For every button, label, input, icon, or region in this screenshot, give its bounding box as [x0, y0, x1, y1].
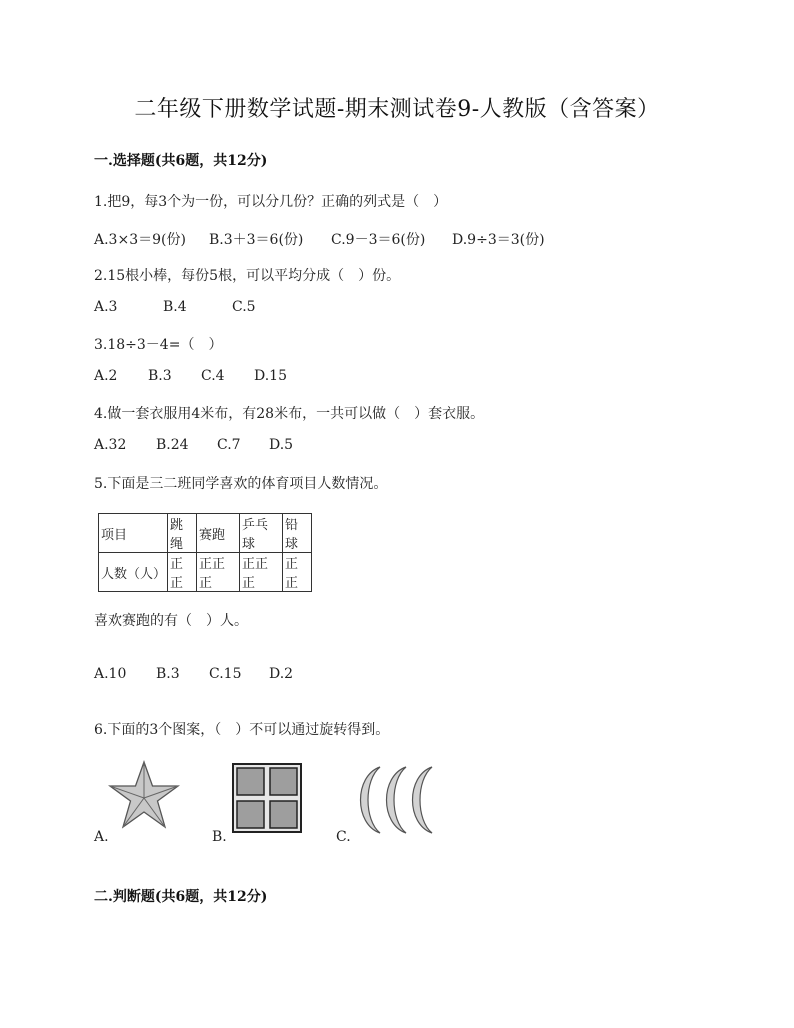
table-header-cell: 乒乓球	[240, 514, 283, 553]
question-5-option-b: B.3	[156, 666, 180, 682]
question-5-option-d: D.2	[269, 666, 294, 682]
question-1-option-d: D.9÷3＝3(份)	[452, 232, 545, 248]
question-2-option-b: B.4	[163, 299, 187, 315]
question-4-option-b: B.24	[156, 437, 189, 453]
table-cell: 正正正	[240, 553, 283, 592]
table-cell: 正正	[283, 553, 312, 592]
question-6-option-c: C.	[336, 829, 351, 845]
question-4: 4.做一套衣服用4米布，有28米布，一共可以做（ ）套衣服。	[94, 406, 485, 422]
section-heading-choice: 一.选择题(共6题，共12分)	[94, 153, 268, 169]
question-5: 5.下面是三二班同学喜欢的体育项目人数情况。	[94, 476, 388, 492]
crescents-figure	[352, 764, 434, 836]
question-3-option-d: D.15	[254, 368, 287, 384]
table-header-cell: 铅球	[283, 514, 312, 553]
star-figure	[108, 760, 180, 832]
sports-tally-table	[98, 513, 312, 592]
section-heading-judgement: 二.判断题(共6题，共12分)	[94, 889, 268, 905]
table-cell: 正正	[168, 553, 197, 592]
question-4-option-c: C.7	[217, 437, 241, 453]
table-header-cell: 项目	[99, 514, 168, 553]
table-header-row	[99, 514, 312, 553]
table-cell: 正正正	[197, 553, 240, 592]
question-6-option-b: B.	[212, 829, 227, 845]
table-row-label: 人数（人）	[99, 553, 168, 592]
question-5-option-a: A.10	[94, 666, 127, 682]
question-4-option-a: A.32	[94, 437, 127, 453]
page-title: 二年级下册数学试题-期末测试卷9-人教版（含答案）	[134, 97, 660, 122]
four-squares-figure	[232, 763, 302, 833]
question-5-followup: 喜欢赛跑的有（ ）人。	[94, 613, 248, 629]
question-6-option-a: A.	[94, 829, 109, 845]
question-3-option-c: C.4	[201, 368, 225, 384]
question-5-option-c: C.15	[209, 666, 242, 682]
table-header-cell: 赛跑	[197, 514, 240, 553]
question-2-option-a: A.3	[94, 299, 118, 315]
question-3-option-a: A.2	[94, 368, 118, 384]
question-3: 3.18÷3－4=（ ）	[94, 337, 223, 353]
question-1-option-c: C.9－3＝6(份)	[331, 232, 426, 248]
table-header-cell: 跳绳	[168, 514, 197, 553]
question-1-option-b: B.3＋3＝6(份)	[209, 232, 304, 248]
question-1-option-a: A.3×3＝9(份)	[94, 232, 186, 248]
question-6: 6.下面的3个图案，（ ）不可以通过旋转得到。	[94, 722, 390, 738]
question-4-option-d: D.5	[269, 437, 294, 453]
question-3-option-b: B.3	[148, 368, 172, 384]
question-1: 1.把9，每3个为一份，可以分几份？正确的列式是（ ）	[94, 194, 448, 210]
question-2: 2.15根小棒，每份5根，可以平均分成（ ）份。	[94, 268, 401, 284]
table-row	[99, 553, 312, 592]
question-2-option-c: C.5	[232, 299, 256, 315]
